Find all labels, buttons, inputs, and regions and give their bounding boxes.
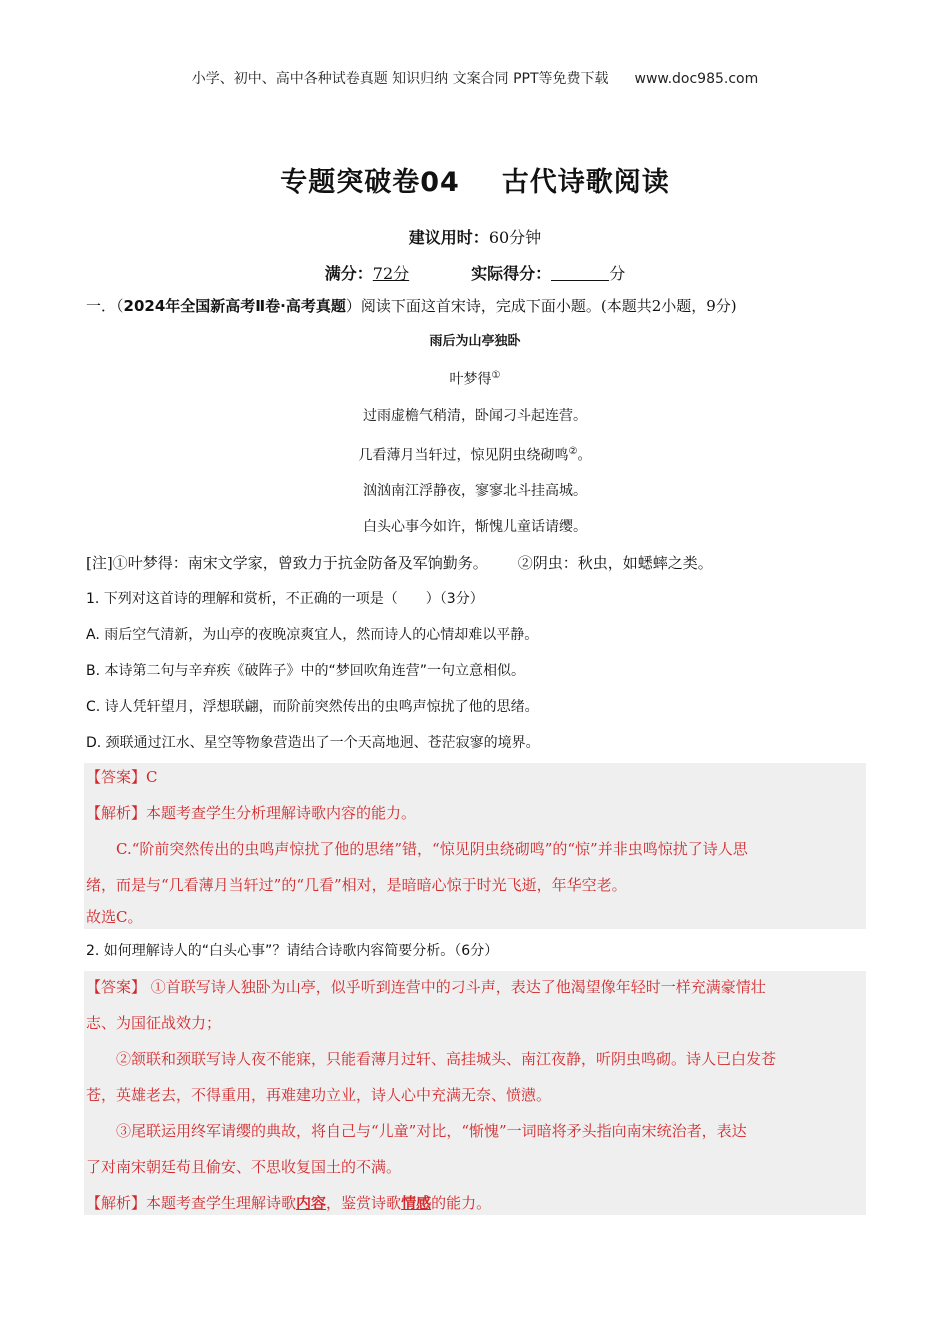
title-right: 古代诗歌阅读 [501,167,670,198]
analysis-1-detail-cont: 绪，而是与“几看薄月当轩过”的“几看”相对，是暗暗心惊于时光飞逝，年华空老。 [86,876,627,895]
poem [86,332,864,537]
time-label: 建议用时： [408,228,489,247]
analysis-2-post: 的能力。 [431,1194,492,1213]
poem-line-text: 几看薄月当轩过，惊见阴虫绕砌鸣 [358,447,569,464]
poem-line [86,442,864,466]
answer-label: 【答案】 [86,768,147,787]
full-score-label: 满分： [324,264,373,283]
analysis-1 [86,803,864,823]
analysis-2-pre: 本题考查学生理解诗歌 [146,1194,297,1213]
answer-2-p1 [86,977,864,997]
analysis-2-keyword-emotion: 情感 [401,1194,432,1213]
poem-author-name: 叶梦得 [449,371,492,388]
analysis-2-mid: ，鉴赏诗歌 [326,1194,402,1213]
option-c: C. 诗人凭轩望月，浮想联翩，而阶前突然传出的虫鸣声惊扰了他的思绪。 [86,699,539,716]
answer-box-2 [84,971,866,1215]
analysis-1-conclusion: 故选C。 [86,908,143,927]
option-a: A. 雨后空气清新，为山亭的夜晚凉爽宜人，然而诗人的心情却难以平静。 [86,627,539,644]
poem-line: 白头心事今如许，惭愧儿童话请缨。 [363,519,587,536]
analysis-2-keyword-content: 内容 [296,1194,327,1213]
score-line [0,261,950,284]
header-url[interactable]: www.doc985.com [634,71,759,87]
analysis-2 [86,1193,864,1213]
question-1-stem: 1. 下列对这首诗的理解和赏析，不正确的一项是（ ）（3分） [86,591,484,608]
answer-2-p3-cont: 了对南宋朝廷苟且偷安、不思收复国土的不满。 [86,1158,402,1177]
section-prefix: 一．（ [86,297,124,315]
note-part2: ②阴虫：秋虫，如蟋蟀之类。 [517,554,713,573]
answer-2-p3: ③尾联运用终军请缨的典故，将自己与“儿童”对比，“惭愧”一词暗将矛头指向南宋统治者，表达 [116,1122,747,1141]
suggested-time [0,225,950,248]
poem-line-end: 。 [577,447,592,464]
analysis-text: 本题考查学生分析理解诗歌内容的能力。 [146,804,417,823]
poem-line-note: ② [568,445,578,457]
main-content [86,296,864,1215]
poem-title: 雨后为山亭独卧 [429,334,521,349]
poem-line: 汹汹南江浮静夜，寥寥北斗挂高城。 [363,483,587,500]
time-value: 60分钟 [488,228,542,247]
analysis-1-detail: C.“阶前突然传出的虫鸣声惊扰了他的思绪”错，“惊见阴虫绕砌鸣”的“惊”并非虫鸣惊扰了诗人思 [116,840,748,859]
analysis-label: 【解析】 [86,804,147,823]
answer-2-p2: ②颔联和颈联写诗人夜不能寐，只能看薄月过轩、高挂城头、南江夜静，听阴虫鸣砌。诗人已白发苍 [116,1050,777,1069]
section-heading [86,296,864,316]
answer-label: 【答案】 [86,978,147,997]
answer-2-p2-cont: 苍，英雄老去，不得重用，再难建功立业，诗人心中充满无奈、愤懑。 [86,1086,552,1105]
option-d: D. 颈联通过江水、星空等物象营造出了一个天高地迥、苍茫寂寥的境界。 [86,735,540,752]
section-source: 2024年全国新高考Ⅱ卷·高考真题 [123,297,346,315]
poem-note [86,553,864,573]
page-header [0,68,950,88]
section-instruction: ）阅读下面这首宋诗，完成下面小题。(本题共2小题，9分) [345,297,737,315]
answer-2-p1-text: ①首联写诗人独卧为山亭，似乎听到连营中的刁斗声，表达了他渴望像年轻时一样充满豪情壮 [146,978,766,997]
note-part1: [注]①叶梦得：南宋文学家，曾致力于抗金防备及军饷勤务。 [86,554,488,573]
question-2-stem: 2. 如何理解诗人的“白头心事”？请结合诗歌内容简要分析。（6分） [86,943,499,960]
full-score-value: 72分 [372,264,410,283]
poem-author-note: ① [491,370,501,381]
option-b: B. 本诗第二句与辛弃疾《破阵子》中的“梦回吹角连营”一句立意相似。 [86,663,526,680]
actual-score-unit: 分 [609,264,626,283]
header-text: 小学、初中、高中各种试卷真题 知识归纳 文案合同 PPT等免费下载 [191,71,609,87]
answer-value: C [146,768,158,787]
title-left: 专题突破卷04 [280,167,460,198]
page-title [0,160,950,199]
poem-line: 过雨虚檐气稍清，卧闻刁斗起连营。 [363,407,587,424]
answer-2-p1-cont: 志、为国征战效力； [86,1014,222,1033]
poem-author [86,366,864,390]
actual-score-label: 实际得分： [471,264,552,283]
answer-1 [86,767,864,787]
actual-score-blank [551,264,609,281]
answer-box-1 [84,763,866,929]
analysis-label: 【解析】 [86,1194,147,1213]
